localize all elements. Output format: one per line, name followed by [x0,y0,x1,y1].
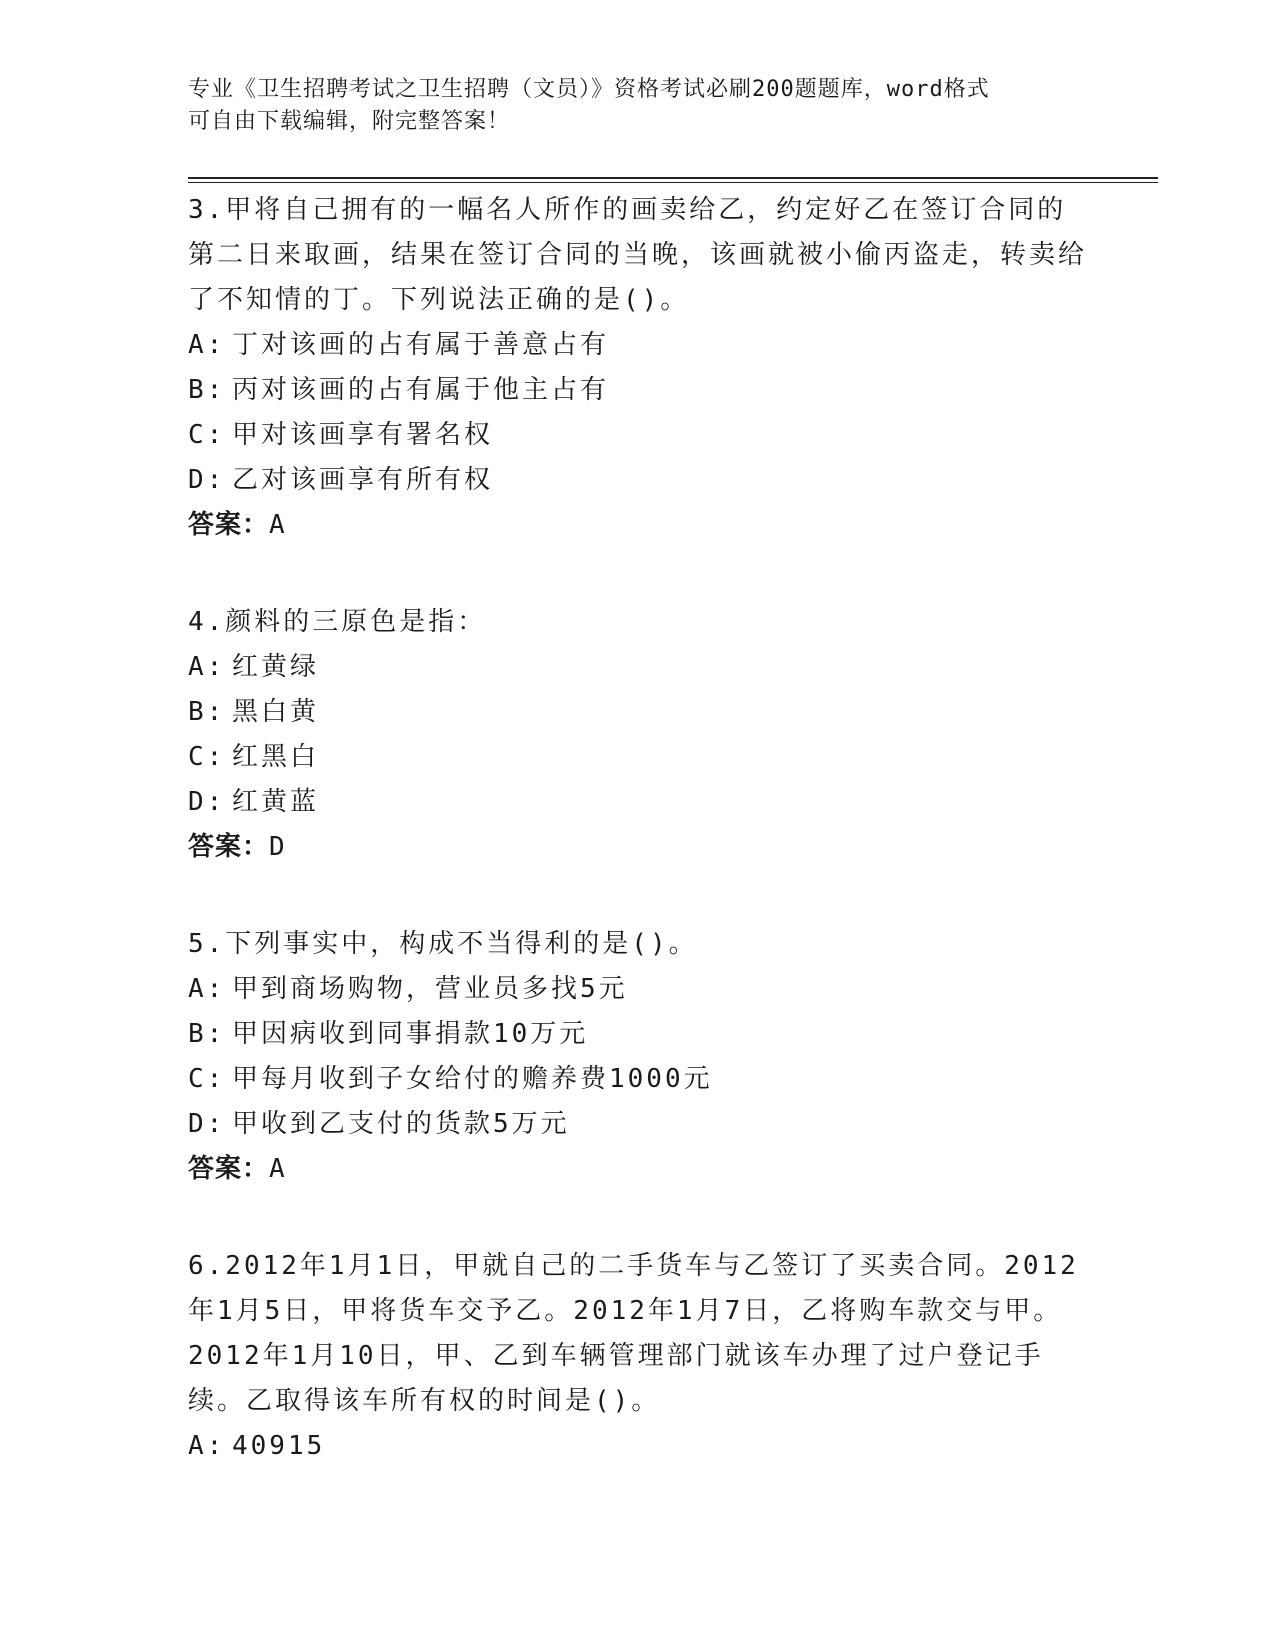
option-key: A: [188,974,226,1004]
option-key: B: [188,697,226,727]
option-c [188,735,1088,780]
option-a [188,1424,1088,1469]
option-text: 甲因病收到同事捐款10万元 [232,1019,589,1049]
question-item [188,600,1088,870]
option-c [188,413,1088,458]
option-text: 乙对该画享有所有权 [232,465,494,495]
option-key: A: [188,652,226,682]
answer-line [188,825,1088,870]
option-text: 红黄绿 [232,652,320,682]
option-d [188,1102,1088,1147]
option-text: 黑白黄 [232,697,320,727]
answer-value: A [269,510,286,540]
question-text: 3.甲将自己拥有的一幅名人所作的画卖给乙，约定好乙在签订合同的第二日来取画，结果在签订合同的当晚，该画就被小偷丙盗走，转卖给了不知情的丁。下列说法正确的是()。 [188,195,1088,315]
option-b [188,1012,1088,1057]
answer-value: A [269,1154,286,1184]
option-text: 丙对该画的占有属于他主占有 [232,375,610,405]
answer-label: 答案： [188,832,270,862]
header-title-line-2: 可自由下载编辑，附完整答案！ [188,109,511,134]
option-a [188,323,1088,368]
question-list [188,188,1088,1521]
option-text: 红黑白 [232,742,320,772]
question-item [188,1244,1088,1469]
option-text: 甲每月收到子女给付的赡养费1000元 [232,1064,713,1094]
question-item [188,922,1088,1192]
option-key: C: [188,1064,226,1094]
option-b [188,368,1088,413]
option-a [188,967,1088,1012]
option-text: 甲收到乙支付的货款5万元 [232,1109,570,1139]
option-text: 甲到商场购物，营业员多找5元 [232,974,628,1004]
option-c [188,1057,1088,1102]
option-key: A: [188,1431,226,1461]
option-text: 丁对该画的占有属于善意占有 [232,330,610,360]
question-text: 6.2012年1月1日，甲就自己的二手货车与乙签订了买卖合同。2012年1月5日，甲将货车交予乙。2012年1月7日，乙将购车款交与甲。2012年1月10日，甲、乙到车辆管理部门就该车办理了过户登记手续。乙取得该车所有权的时间是()。 [188,1251,1079,1416]
answer-line [188,503,1088,548]
header-divider-thin [188,182,1158,183]
option-b [188,690,1088,735]
answer-label: 答案： [188,510,270,540]
option-d [188,458,1088,503]
option-key: B: [188,1019,226,1049]
option-a [188,645,1088,690]
question-text: 4.颜料的三原色是指： [188,607,487,637]
header-title-line-1: 专业《卫生招聘考试之卫生招聘（文员）》资格考试必刷200题题库，word格式 [188,77,990,102]
answer-label: 答案： [188,1154,270,1184]
option-key: D: [188,1109,226,1139]
option-key: D: [188,787,226,817]
option-key: C: [188,420,226,450]
option-text: 40915 [232,1431,326,1461]
header-divider [188,177,1158,179]
option-key: D: [188,465,226,495]
option-key: B: [188,375,226,405]
option-key: A: [188,330,226,360]
question-text: 5.下列事实中，构成不当得利的是()。 [188,929,698,959]
answer-line [188,1147,1088,1192]
document-header [188,74,1068,138]
question-item [188,188,1088,548]
option-key: C: [188,742,226,772]
option-text: 红黄蓝 [232,787,320,817]
option-d [188,780,1088,825]
answer-value: D [269,832,286,862]
option-text: 甲对该画享有署名权 [232,420,494,450]
